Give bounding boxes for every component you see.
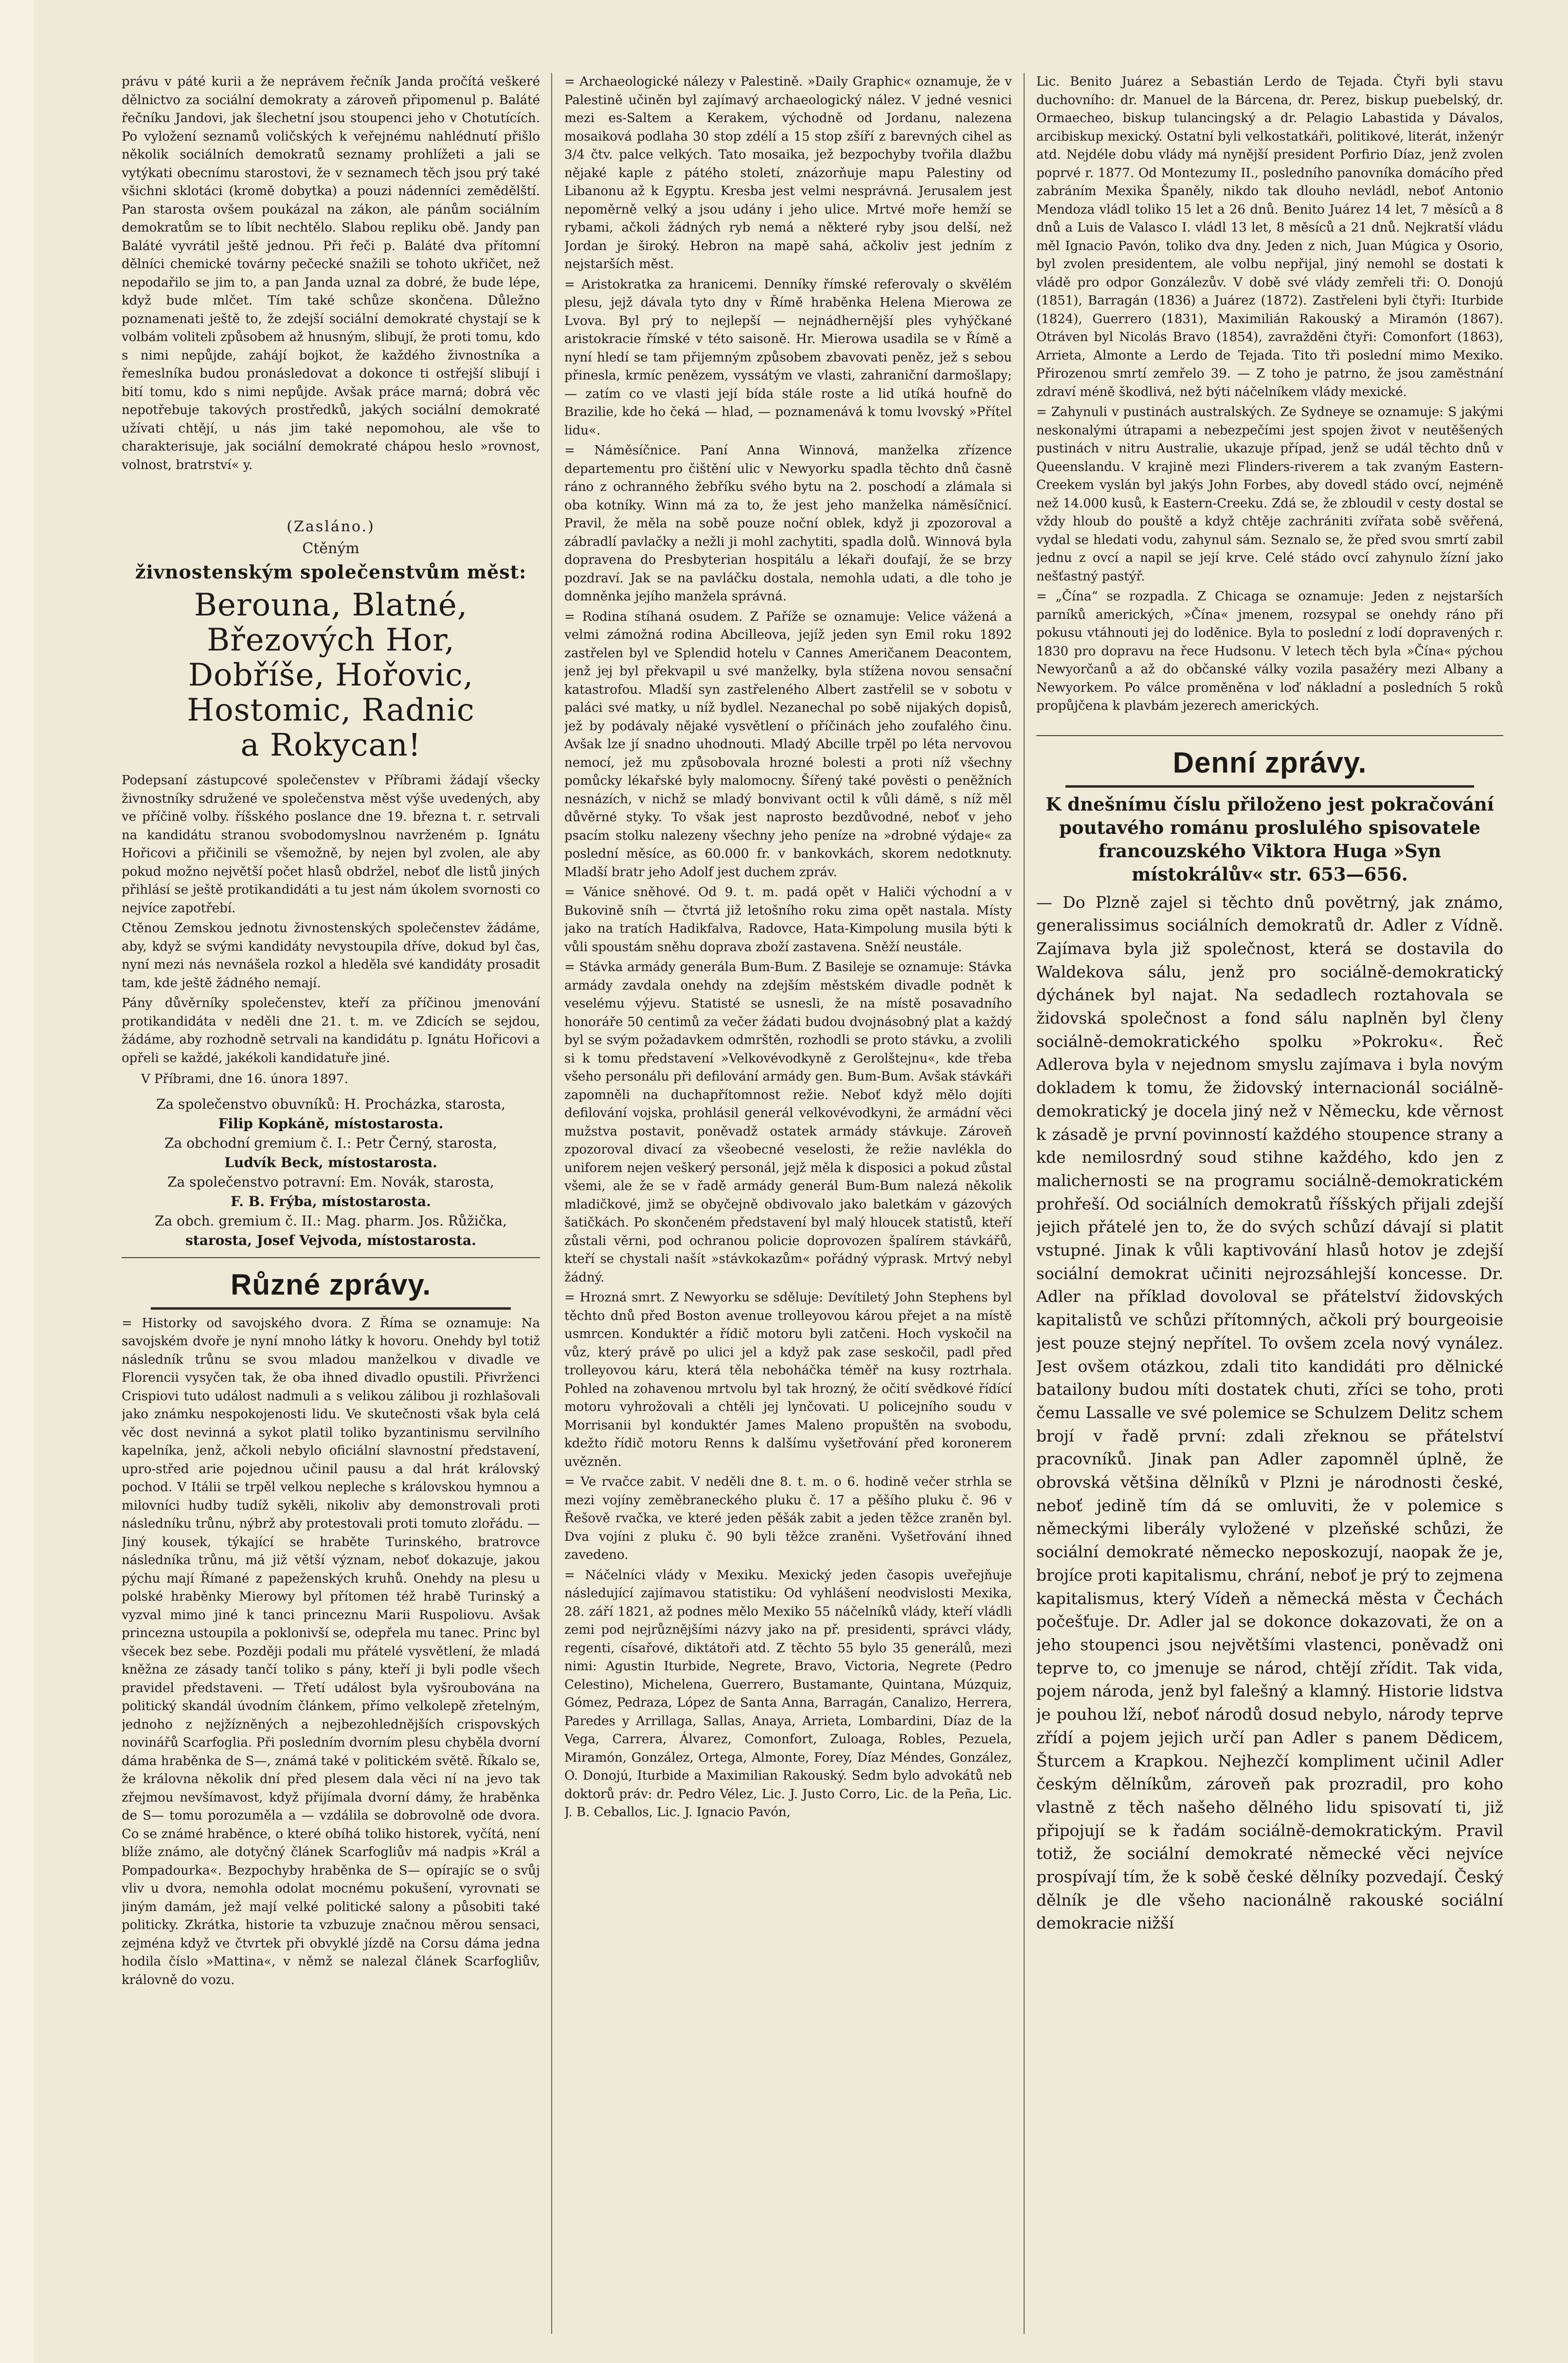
article-mexico: = Náčelníci vlády v Mexiku. Mexický jeden časopis uveřejňuje následující zajímavou statistiku: Od vyhlášení neodvislosti Mexika, 28. září 1821, až podnes mělo Mexiko 55 náčelníků vlády, kteří vládli zemi pod nejrůznějšími názvy jako na př. presidenti, správci vlády, regenti, císařové, diktátoři atd. Z těchto 55 bylo 35 generálů, mezi nimi: Agustin Iturbide, Negrete, Bravo, Victoria, Negrete (Pedro Celestino), Michelena, Guerrero, Bustamante, Quintana, Múzquiz, Gómez, Pedraza, López de Santa Anna, Barragán, Canalizo, Herrera, Paredes y Arrillaga, Sallas, Anaya, Arrieta, Lombardini, Díaz de la Vega, Carrera, Álvarez, Comonfort, Zuloaga, Robles, Pezuela, Miramón, González, Ortega, Almonte, Forey, Díaz Méndes, González, O. Donojú, Iturbide a Maximilian Rakouský. Sedm bylo advokátů neb doktorů práv: dr. Pedro Vélez, Lic. J. Justo Corro, Lic. de la Peña, Lic. J. B. Ceballos, Lic. J. Ignacio Pavón, [564,1568,1012,1820]
article-aristocrat: = Aristokratka za hranicemi. Denníky římské referovaly o skvělém plesu, jejž dávala tyto dny v Římě hraběnka Helena Mierowa ze Lvova. Byl prý to nejlepší — nejnádhernější ples vyhýčkané aristokracie římské v této saisoně. Hr. Mierowa usadila se v Římě a nyní hledí se tam přijemným způsobem zbavovati peněz, jež s sebou přinesla, krmíc penězem, vyssátým ve vlasti, zahraniční darmošlapy; — zatím co ve vlasti její bída stále roste a lid utíká houfně do Brazilie, kde ho čeká — hlad, — poznamenává k tomu lvovský »Přítel lidu«. [564,277,1012,438]
divider [122,1257,540,1258]
signature-4b: starosta, Josef Vejvoda, místostarosta. [185,1232,476,1248]
column-middle [564,73,1012,2334]
article-socialist-meeting-end: právu v páté kurii a že neprávem řečník Janda pročítá veškeré dělnictvo za sociální demokraty a zároveň připomenul p. Baláté řečníku Jandovi, jak šlechetní jsou stoupenci jeho v Chotutících. Po vyložení seznamů voličských k veřejnému nahlédnutí přišlo několik sociálních demokratů seznamy prohlížeti a jali se vytýkati obecnímu starostovi, že v seznamech těch jsou prý také všichni sklotáci (kromě dobytka) a pouzi nádenníci zemědělští. Pan starosta ovšem poukázal na zákon, ale pánům sociálním demokratům se to líbit nechtělo. Slabou repliku obě. Jandy pan Baláté vyvrátil ještě jednou. Při řeči p. Baláté dva přítomní dělníci chemické továrny pečecké snažili se tohoto ukřičet, než nepodařilo se jim to, a pan Janda uznal za dobré, že bude lépe, když bude mlčet. Tím také schůze skončena. Důležno poznamenati ještě to, že zdejší sociální demokraté chystají se k volbám voliteli způsobem až hnusným, slibují, že proti tomu, kdo s nimi nepůjde, zahájí bojkot, že každého živnostníka a řemeslníka budou pronásledovat a dokonce ti ostřejší slibují i bití tomu, kdo s nimi nepůjde. Avšak práce marná; dobrá věc nepotřebuje takových prostředků, jakých sociální demokraté užívati chtějí, u nás jim také nepomohou, ale vše to charakterisuje, jak sociální demokraté chápou heslo »rovnost, volnost, bratrství« y. [122,74,540,472]
towns-heading-3: a Rokycan! [240,727,421,763]
article-snowstorm: = Vánice sněhové. Od 9. t. m. padá opět v Haliči východní a v Bukovině sníh — čtvrtá již letošního roku zima opět nastala. Místy jako na tratích Hadikfalva, Radovce, Hata-Kimpolung musila býti k vůli spoustám sněhu doprava zboží zastavena. Sněží neustále. [564,885,1012,955]
column-rule [551,73,552,2334]
column-left [122,73,540,2334]
supplement-notice: K dnešnímu číslu přiloženo jest pokračování poutavého románu proslulého spisovatele francouzského Viktora Huga »Syn místokrálův« str. 653—656. [1045,793,1494,885]
towns-heading-2: Dobříše, Hořovic, Hostomic, Radnic [187,657,475,728]
section-heading-denni: Denní zprávy. [1172,746,1367,779]
article-mexico-continued: Lic. Benito Juárez a Sebastián Lerdo de Tejada. Čtyři byli stavu duchovního: dr. Manuel de la Bárcena, dr. Perez, biskup puebelský, dr. Ormaecheo, biskup tulancingský a dr. Pelagio Labastida y Dávalos, arcibiskup mexický. Ostatní byli velkostatkáři, politikové, literát, inženýr atd. Nejdéle dobu vlády má nynější president Porfirio Díaz, jenž zvolen poprvé r. 1877. Od Montezumy II., posledního panovníka domácího před zabráním Mexika Španěly, nikdo tak dlouho nevládl, neboť Antonio Mendoza vládl toliko 15 let a 26 dnů. Benito Juárez 14 let, 7 měsíců a 8 dnů a Luis de Valasco I. vládl 13 let, 8 měsíců a 21 dnů. Nejkratší vládu měl Ignacio Pavón, toliko dva dny. Jeden z nich, Juan Múgica y Osorio, byl zvolen presidentem, ale volbu nepřijal, jiný nemohl se dostati k vládě pro odpor Gonzálezův. V době své vlády zemřeli tři: O. Donojú (1851), Barragán (1836) a Juárez (1872). Zastřeleni byli čtyři: Iturbide (1824), Guerrero (1831), Maximilián Rakouský a Miramón (1867). Otráven byl Nicolás Bravo (1854), zavražděni čtyři: Comonfort (1863), Arrieta, Almonte a Lerdo de Tejada. Tito tři poslední mimo Mexiko. Přirozenou smrtí zemřelo 39. — Z toho je patrno, že jsou zaměstnání zdraví méně škodlivá, než býti náčelníkem vlády mexické. [1036,74,1503,399]
signature-4a: Za obch. gremium č. II.: Mag. pharm. Jos. Růžička, [155,1212,507,1229]
article-palestine: = Archaeologické nálezy v Palestině. »Daily Graphic« oznamuje, že v Palestině učiněn byl zajímavý archaeologický nález. V jedné vesnici mezi es-Saltem a Kerakem, východně od Jordanu, nalezena mosaiková podlaha 30 stop zdélí a 15 stop zšíří z barevných cihel as 3/4 čtv. palce velkých. Tato mosaika, jež bezpochyby tvořila dlažbu nějaké kaple z pátého století, znázorňuje mapu Palestiny od Libanonu až k Egyptu. Kresba jest velmi nesprávná. Jerusalem jest nepoměrně velký a jsou udány i jeho ulice. Mrtvé moře hemží se rybami, ačkoli žádných ryb nemá a některé ryby jsou delší, než Jordan je široký. Hebron na mapě sahá, ačkoliv jest jedním z nejstarších měst. [564,74,1012,271]
article-savoy-court: = Historky od savojského dvora. Z Říma se oznamuje: Na savojském dvoře je nyní mnoho látky k hovoru. Onehdy byl totiž následník trůnu se svou mladou manželkou v divadle ve Florencii vysyčen tak, že oba ihned divadlo opustili. Přivrženci Crispiovi tuto událost nadmuli a s velikou zálibou ji rozhlašovali jako známku nespokojenosti lidu. Ve skutečnosti však byla celá věc dost nevinná a sykot platil toliko byzantinismu servilního kapelníka, jenž, ačkoli nebylo oficiální slavnostní představení, upro-střed arie pojednou učinil pausu a dal hrát královský pochod. V Itálii se trpěl velkou nepleche s královskou hymnou a milovníci hudby tudíž sykěli, nikoliv aby demonstrovali proti následníku trůnu, nýbrž aby protestovali proti tomuto zlořádu. — Jiný kousek, týkající se hraběte Turinského, bratrovce následníka trůnu, má již větší význam, neboť dokazuje, jakou pýchu mají Římané z papeženských kruhů. Onehdy na plesu u polské hraběnky Mierowy byl přítomen též hrabě Turinský a vyzval mimo jiné k tanci princeznu Marii Ruspoliovu. Avšak princezna ustoupila a poklonivší se, odepřela mu tanec. Princ byl všecek bez sebe. Později podali mu přátelé vysvětlení, že mladá kněžna ze zásady tančí toliko s pány, kteří ji byli podle všech pravidel představeni. — Třetí událost byla vyšroubována na politický skandál úvodním článkem, přímo velkolepě zřetelným, jednoho z nejžízněných a nejbezohlednějších crispovských novinářů Scarfoglia. Při posledním dvorním plesu chyběla dvorní dáma hraběnka de S—, známá také v politickém světě. Říkalo se, že královna několik dní před plesem dala věci ní na jevo tak zřejmou nevšímavost, když přijímala dvorní dámy, že hraběnka de S— tomu porozuměla a — vzdálila se dobrovolně ode dvora. Co se známé hraběnce, o které obíhá toliko historek, vyčítá, není blíže známo, ale dotyčný článek Scarfogliův má nadpis »Král a Pompadourka«. Bezpochyby hraběnka de S— opírajíc se o svůj vliv u dvora, nemohla odolat mocnému pokušení, vyrovnati se jiným damám, jež mají velké politické salony a působiti také politicky. Zkrátka, historie ta vzbuzuje značnou měrou sensaci, zejména když ve čtvrtek při obvyklé jízdě na Corsu dáma jedna hodila číslo »Mattina«, v němž se nalezal článek Scarfogliův, královně do vozu. [122,1316,540,1987]
signature-2b: Ludvík Beck, místostarosta. [224,1154,437,1171]
section-underline [151,1307,511,1310]
article-sleepwalker: = Náměsíčnice. Paní Anna Winnová, manželka zřízence departementu pro čištění ulic v Newyorku spadla těchto dnů časně ráno z ochranného žebříku svého bytu na 2. poschodí a zlámala si oba kotníky. Winn má za to, že jest jeho manželka náměsíčnicí. Pravil, že měla na sobě pouze noční oblek, když ji zpozoroval a zábradlí pavlačky a nežli ji mohl zachytiti, spadla dolů. Winnová byla dopravena do Presbyterian hospitálu a lékaři doufají, že se brzy pozdraví. Jak se na pavláčku dostala, nemohla udati, a dle toho je domněnka jejího manžela správná. [564,443,1012,604]
addressee-line: živnostenským společenstvům měst: [135,561,527,583]
place-date: V Příbrami, dne 16. února 1897. [141,1072,348,1086]
appeal-paragraph-2: Ctěnou Zemskou jednotu živnostenských společenstev žádáme, aby, když se svými kandidáty nevystoupila dříve, dokud byl čas, nyní mezi nás nevnášela rozkol a hleděla své kandidáty prosadit tam, kde ještě žádného nemají. [122,921,540,991]
article-death: = Hrozná smrt. Z Newyorku se sděluje: Devítiletý John Stephens byl těchto dnů před Boston avenue trolleyovou károu přejet a na místě usmrcen. Konduktér a řídič motoru byli zatčeni. Hoch vyskočil na vůz, který právě po ulici jel a když pak zase seskočil, padl před trolleyovou káru, která těla neboháčka téměř na kusy roztrhala. Pohled na zohavenou mrtvolu byl tak hrozný, že očití svědkové řídící motoru vyhrožovali a chtěli jej lynčovati. U policejního soudu v Morrisanii byl konduktér James Maleno propuštěn na svobodu, kdežto řídič motoru Renns k dalšímu vyšetřování před koronerem uvězněn. [564,1290,1012,1469]
torn-left-edge [0,0,34,2363]
salutation: Ctěným [302,540,360,557]
article-china-ship: = „Čína“ se rozpadla. Z Chicaga se oznamuje: Jeden z nejstarších parníků amerických, »Čína« jmenem, rozsypal se onehdy ráno při pokusu vtáhnouti jej do loděnice. Byla to poslední z lodí dopravených r. 1830 pro dopravu na řece Hudsonu. V letech těch byla »Čína« pýchou Newyorčanů a až do občanské války vozila pasažéry mezi Albany a Newyorkem. Po válce proměněna v loď nákladní a posledních 5 roků propůjčena k plavbám jezerech amerických. [1036,589,1503,713]
article-family-fate: = Rodina stíhaná osudem. Z Paříže se oznamuje: Velice vážená a velmi zámožná rodina Abcilleova, jejíž jeden syn Emil roku 1892 zastřelen byl ve Splendid hotelu v Cannes Američanem Deacontem, jenž jej byl překvapil u své manželky, byla stížena novou sensační katastrofou. Mladší syn zastřeleného Albert zastřelil se v sobotu v paláci své matky, u níž bydlel. Nezanechal po sobě nijakých dopisů, jež by podávaly nějaké vysvětlení o příčinách jeho zoufalého činu. Avšak lze jí snadno uhodnouti. Mladý Abcille trpěl po léta nervovou nemocí, jež mu způsobovala hrozné bolesti a proti níž všechny pomůcky lékařské byly malomocny. Šířený také pověsti o peněžních nesnázích, v nichž se mladý bonvivant octil k vůli dámě, s níž měl důvěrné styky. To však jest naprosto bezdůvodné, neboť v jeho psacím stolku nalezeny všechny jeho peníze na »drobné výdaje« za poslední měsíce, as 60.000 fr. v bankovkách, skorem nedotknuty. Mladší bratr jeho Adolf jest duchem zpráv. [564,609,1012,880]
signature-2a: Za obchodní gremium č. I.: Petr Černý, starosta, [164,1135,497,1151]
column-right [1036,73,1503,2334]
article-adler-plzen: — Do Plzně zajel si těchto dnů povětrný, jak známo, generalissimus sociálních demokratů dr. Adler z Vídně. Zajímava byla již společnost, která se dostavila do Waldekova sálu, jenž pro sociálně-demokratický dýchánek byl najat. Na sedadlech roztahovala se židovská společnost a fond sálu naplněn byl členy sociálně-demokratického spolku »Pokroku«. Řeč Adlerova byla v nejednom smyslu zajímava i byla novým dokladem k tomu, že židovský internacionál sociálně-demokratický je docela jiný než v Německu, kde věrnost k zásadě je první povinností každého stoupence strany a kde nemilosrdný soud stihne každého, kdo jen z malichernosti se na programu sociálně-demokratickém prohřeší. Od sociálních demokratů říšských přijali zdejší jejich přátelé jen to, že do svých schůzí dávají si platit vstupné. Jinak k vůli kaptivování hlasů hotov je zdejší sociální demokrat učiniti nejrozsáhlejší koncesse. Dr. Adler na příklad dovoloval se přátelství židovských kapitalistů ve schůzi přítomných, ačkoli prý bourgeoisie jest pouze stejný nepřítel. To ovšem zcela nový vynález. Jest ovšem otázkou, zdali tito kandidáti pro dělnické batailony budou míti dostatek chuti, zříci se toho, proti čemu Lassalle ve své polemice se Schulzem Delitz schem brojí v řadě první: zdali zřeknou se přátelství pracovníků. Jinak pan Adler zapomněl úplně, že obrovská většina dělníků v Plzni je národnosti české, neboť jedině tím dá se omluviti, že v polemice s německými liberály vyložené v plzeňské schůzi, že sociální demokraté německo neposkozují, naopak že je, brojíce proti kapitalismu, chrání, neboť je prý to zejmena kapitalismus, který Vídeň a německá města v Čechách počešťuje. Dr. Adler jal se dokonce dokazovati, že on a jeho stoupenci jsou největšími vlastenci, poněvadž oni teprve to, co jmenuje se národ, chtějí zřídit. Tak vida, pojem národa, jenž byl falešný a klamný. Historie lidstva je pouhou lží, neboť národů dosud nebylo, národy teprve zřídí a pojem jejich určí pan Adler s panem Dědicem, Šturcem a Krapkou. Nejhezčí kompliment učinil Adler českým dělníkům, zároveň pak prozradil, pro koho vlastně z těch našeho dělného lidu spisovatí ti, již připojují se k řadám sociálně-demokratickým. Pravil totiž, že sociální demokraté německé věci nejvíce prospívají tím, že k sobě české dělníky pozvedají. Český dělník je dle všeho nacionálně rakouské sociální demokracie nižší [1036,892,1503,1933]
signature-1a: Za společenstvo obuvníků: H. Procházka, starosta, [156,1096,505,1112]
signature-3a: Za společenstvo potravní: Em. Novák, starosta, [167,1173,494,1190]
appeal-paragraph-1: Podepsaní zástupcové společenstev v Příbrami žádají všecky živnostníky sdružené ve společenstva měst výše uvedených, aby ve příčině volby. říšského poslance dne 19. března t. r. setrvali na kandidátu stranou svobodomyslnou navrženém p. Ignátu Hořicovi a přičinili se všemožně, by nejen byl zvolen, ale aby pokud možno největší počet hlasů obdržel, neboť dle listů jiných přihlásí se ještě protikandidáti a tu jest nám úkolem svornosti co nejvíce zapotřebí. [122,773,540,916]
section-heading-ruzne: Různé zprávy. [231,1268,431,1301]
towns-heading-1: Berouna, Blatné, Březových Hor, [194,587,468,658]
appeal-paragraph-3: Pány důvěrníky společenstev, kteří za příčinou jmenování protikandidáta v neděli dne 21. t. m. ve Zdicích se sejdou, žádáme, aby rozhodně setrvali na kandidátu p. Ignátu Hořicovi a opřeli se každé, jakékoli kandidatuře jiné. [122,996,540,1065]
zaslano-label: (Zasláno.) [287,518,375,535]
column-rule [1024,73,1025,2334]
article-brawl: = Ve rvačce zabit. V neděli dne 8. t. m. o 6. hodině večer strhla se mezi vojíny zeměbraneckého pluku č. 17 a pěšího pluku č. 96 v Řešově rvačka, ve které jeden pěšák zabit a jeden těžce zraněn byl. Dva vojíni z pluku č. 90 byli těžce zraněni. Vyšetřování ihned zavedeno. [564,1475,1012,1562]
article-strike: = Stávka armády generála Bum-Bum. Z Basileje se oznamuje: Stávka armády zavdala onehdy na zdejším městském divadle podnět k veselému výjevu. Statisté se usnesli, že na místě posavadního honoráře 50 centimů za večer žádati budou dvojnásobný plat a každý byl se svým požadavkem odmrštěn, rozhodli se proto stávku, a zvolili si k tomu představení »Velkovévodkyně z Gerolštejnu«, kde třeba všeho personálu při defilování armády gen. Bum-Bum. Avšak stávkáři zapomněli na duchapřítomnost režie. Neboť když mělo dojíti defilování vojska, prohlásil generál velkovévodkyni, že armádní věci mužstva postavit, poněvadž ostatek armády stávkuje. Zároveň zpozoroval divací za všeobecné veselosti, že režie navlékla do uniforem nejen veškerý personál, jejž měla k disposici a pokud zůstal všemi, ale že se v řadě armády generál Bum-Bum nalezá několik mladičkové, jimž se obyčejně obdivovalo jako baletkám v gázových šatičkách. Po skončeném představení byl malý hloucek statistů, kteří zůstali věrni, pod ochranou policie doprovozen špalírem stávkářů, kteří se chystali našít »stávkokazům« pořádný výprask. Mrtvý nebyl žádný. [564,960,1012,1285]
signature-3b: F. B. Frýba, místostarosta. [231,1193,431,1209]
article-australia: = Zahynuli v pustinách australských. Ze Sydneye se oznamuje: S jakými neskonalými útrapami a nebezpečími jest spojen život v neutěšených pustinách v nitru Australie, ukazuje případ, jenž se udál těchto dnů v Queenslandu. V krajině mezi Flinders-riverem a tak zvaným Eastern-Creekem vyslán byl jakýs John Forbes, aby dovedl stádo ovcí, nejméně než 14.000 kusů, k Eastern-Creeku. Zdá se, že zbloudil v cesty dostal se vždy hloub do pouště a když chtěje zachrániti zvířata sobě svěřená, vydal se hledati vodu, zahynul sám. Seznalo se, že před svou smrtí zabil jednu z ovcí a napil se její krve. Celé stádo ovcí zahynulo žízní jako nešťastný pastýř. [1036,405,1503,584]
signature-1b: Filip Kopkáně, místostarosta. [218,1115,444,1132]
divider [1036,735,1503,736]
section-underline [1065,785,1474,788]
